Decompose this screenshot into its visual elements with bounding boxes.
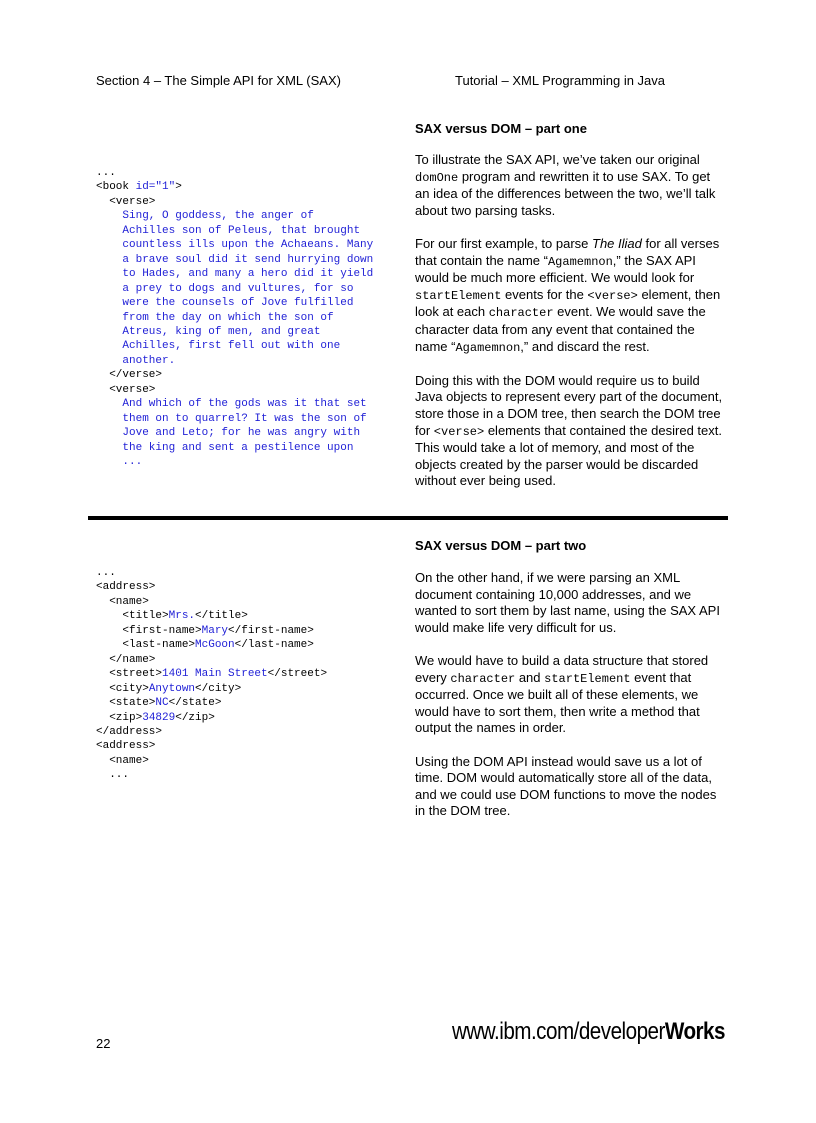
section-title-part-two: SAX versus DOM – part two — [415, 538, 587, 553]
paragraph: Using the DOM API instead would save us a lot of time. DOM would automatically store all of the data, and we could use DOM functions to move the nodes in the DOM tree. — [415, 753, 717, 819]
code-listing-address: ... <address> <name> <title>Mrs.</title> <first-name>Mary</first-name> <last-name>McGoon</last-name> </name> <street>1401 Main Street</street> <city>Anytown</city> <state>NC</state> <zip>34829</zip> </address> <address> <name> ... — [96, 567, 328, 782]
paragraph: We would have to build a data structure that stored every character and startElement event that occurred. Once we built all of these elements, we would have to sort them, then write a method that output the names in order. — [415, 652, 709, 736]
section-title-part-one: SAX versus DOM – part one — [415, 121, 587, 136]
code-line: <verse> — [96, 383, 156, 396]
code-listing-book — [96, 166, 373, 470]
verse-text: And which of the gods was it that set them on to quarrel? It was the son of Jove and Leto; for he was angry with the king and sent a pestilence upon ... — [96, 398, 367, 469]
code-line: <verse> — [96, 195, 156, 208]
code-line: ... — [96, 167, 116, 179]
running-header-section: Section 4 – The Simple API for XML (SAX) — [96, 73, 341, 88]
section-body-part-one — [415, 152, 727, 506]
code-line: <book id="1"> — [96, 181, 182, 194]
paragraph: On the other hand, if we were parsing an XML document containing 10,000 addresses, and we wanted to sort them by last name, using the SAX API would make life very difficult for us. — [415, 570, 720, 635]
page-number: 22 — [96, 1036, 111, 1051]
section-body-part-two — [415, 570, 727, 837]
running-header-tutorial: Tutorial – XML Programming in Java — [455, 73, 666, 88]
section-divider — [88, 516, 728, 520]
paragraph: For our first example, to parse The Iliad for all verses that contain the name “Agamemnon,” the SAX API would be much more efficient. We would look for startElement events for the <verse> element, then look at each character event. We would save the character data from any event that contained the name “Agamemnon,” and discard the rest. — [415, 235, 721, 355]
paragraph: To illustrate the SAX API, we’ve taken our original domOne program and rewritten it to use SAX. To get an idea of the differences between the two, we’ll talk about two parsing tasks. — [415, 152, 716, 218]
developerworks-logo: www.ibm.com/developerWorks — [452, 1018, 725, 1045]
verse-text: Sing, O goddess, the anger of Achilles son of Peleus, that brought countless ills upon the Achaeans. Many a brave soul did it send hurrying down to Hades, and many a hero did it yield a prey to dogs and vultures, for so were the counsels of Jove fulfilled from the day on which the son of Atreus, king of men, and great Achilles, first fell out with one another. — [96, 210, 374, 367]
code-line: </verse> — [96, 369, 163, 382]
paragraph: Doing this with the DOM would require us to build Java objects to represent every part of the document, store those in a DOM tree, then search the DOM tree for <verse> elements that contained the desired text. This would take a lot of memory, and most of the objects created by the parser would be discarded without ever being used. — [415, 372, 723, 489]
